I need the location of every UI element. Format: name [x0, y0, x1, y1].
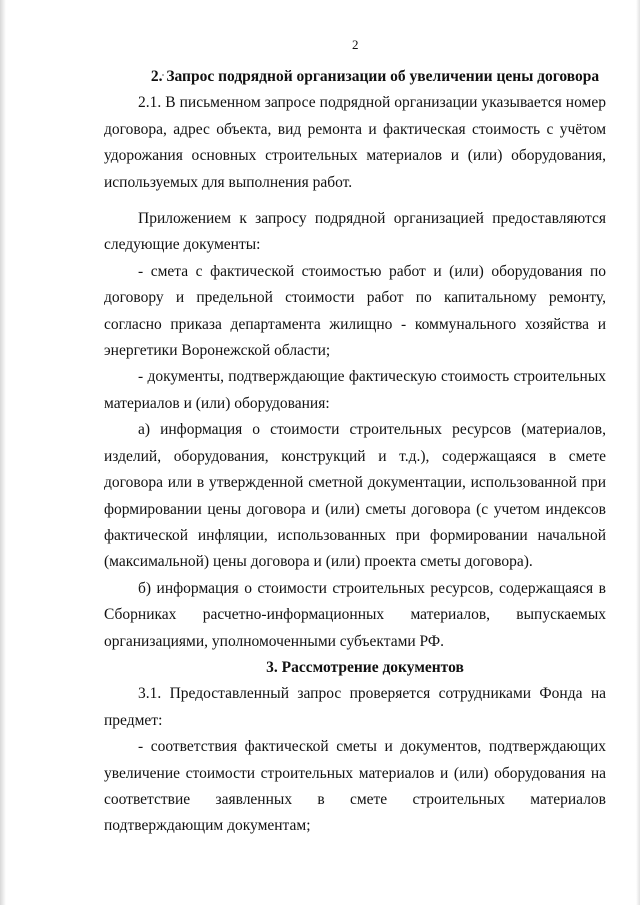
paragraph-item-b: б) информация о стоимости строительных ресурсов, содержащаяся в Сборниках расчетно-информационных материалов, выпускаемых организациями, уполномоченными субъектами РФ. — [104, 579, 606, 650]
page-number: 2 — [352, 37, 359, 52]
scan-edge-left — [0, 0, 6, 905]
section-3-heading: 3. Рассмотрение документов — [266, 658, 464, 676]
paragraph-3-1-item: - соответствия фактической сметы и документов, подтверждающих увеличение стоимости строительных материалов и (или) оборудования на соответствие заявленных в смете строительных материалов подтверждающим документам; — [104, 738, 606, 835]
paragraph-estimate-item: - смета с фактической стоимостью работ и (или) оборудования по договору и предельной стоимости работ по капитальному ремонту, согласно приказа департамента жилищно - коммунального хозяйства и энергетики Воронежской области; — [104, 262, 606, 360]
paragraph-documents-item: - документы, подтверждающие фактическую стоимость строительных материалов и (или) оборудования: — [104, 368, 606, 412]
paragraph-item-a: а) информация о стоимости строительных ресурсов (материалов, изделий, оборудования, конструкций и т.д.), содержащаяся в смете договора или в утвержденной сметной документации, использованной при формировании цены договора и (или) сметы договора (с учетом индексов фактической инфляции, использованных при формировании начальной (максимальной) цены договора и (или) проекта сметы договора). — [104, 421, 606, 571]
scan-edge-right — [636, 0, 640, 905]
document-body — [104, 62, 606, 840]
paragraph-3-1: 3.1. Предоставленный запрос проверяется сотрудниками Фонда на предмет: — [104, 685, 606, 729]
section-2-heading: 2. Запрос подрядной организации об увеличении цены договора — [150, 68, 600, 85]
paragraph-2-1: 2.1. В письменном запросе подрядной организации указывается номер договора, адрес объекта, вид ремонта и фактическая стоимость с учётом удорожания основных строительных материалов и (или) оборудования, используемых для выполнения работ. — [104, 94, 606, 191]
paragraph-attachments-intro: Приложением к запросу подрядной организацией предоставляются следующие документы: — [104, 210, 606, 254]
